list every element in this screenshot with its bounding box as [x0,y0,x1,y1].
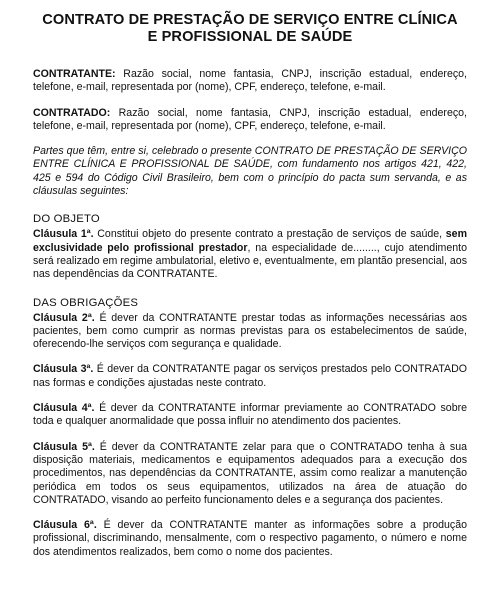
contratante-label: CONTRATANTE: [33,68,116,80]
clausula-1 [33,228,467,281]
clausula-2 [33,312,467,352]
section-heading-objeto: DO OBJETO [33,213,100,226]
contratado-text: Razão social, nome fantasia, CNPJ, inscrição estadual, endereço, telefone, e-mail, representada por (nome), CPF, endereço, telefone, e-mail. [33,106,467,132]
clausula-3 [33,363,467,390]
clausula-1-text-c: , na especialidade de........, cujo atendimento será realizado em regime ambulatorial, eletivo e, eventualmente, em plantão presencial, aos nas dependências da CONTRATANTE. [33,241,467,281]
clausula-5-label: Cláusula 5ª. [33,440,95,453]
clausula-6-text: É dever da CONTRATANTE manter as informações sobre a produção profissional, discriminando, mensalmente, com o respectivo pagamento, o número e nome dos atendimentos realizados, bem como o nome dos pacientes. [33,519,468,558]
clausula-2-label: Cláusula 2ª. [33,311,95,324]
clausula-2-text: É dever da CONTRATANTE prestar todas as informações necessárias aos pacientes, bem como cumprir as normas previstas para os estabelecimentos de saúde, oferecendo-lhe serviços com segurança e qualidade. [33,311,468,351]
clausula-5 [33,441,467,507]
clausula-4 [33,402,467,429]
contratado-label: CONTRATADO: [33,106,111,119]
intro-paragraph: Partes que têm, entre si, celebrado o presente CONTRATO DE PRESTAÇÃO DE SERVIÇO ENTRE CLÍNICA E PROFISSIONAL DE SAÚDE, com fundamento nos artigos 421, 422, 425 e 594 do Código Civil Brasileiro, bem com o princípio do pacta sum servanda, e as cláusulas seguintes: [33,145,467,198]
contratante-text: Razão social, nome fantasia, CNPJ, inscrição estadual, endereço, telefone, e-mail, representada por (nome), CPF, endereço, telefone, e-mail. [33,68,467,94]
clausula-1-text-a: Constitui objeto do presente contrato a prestação de serviços de saúde, [93,228,446,241]
clausula-1-label: Cláusula 1ª. [33,228,94,241]
clausula-6-label: Cláusula 6ª. [33,519,97,532]
clausula-5-text: É dever da CONTRATANTE zelar para que o CONTRATADO tenha à sua disposição materiais, medicamentos e equipamentos adequados para a execução dos procedimentos, nas dependências da CONTRATANTE, assim como realizar a manutenção periódica em todos os seus equipamentos, utilizados na área de atuação do CONTRATADO, visando ao perfeito funcionamento deles e a segurança dos pacientes. [33,440,467,506]
document-title [33,12,467,46]
contratante-paragraph [33,68,467,95]
clausula-3-label: Cláusula 3ª. [33,363,94,376]
section-heading-obrigacoes: DAS OBRIGAÇÕES [33,296,139,309]
clausula-3-text: É dever da CONTRATANTE pagar os serviços prestados pelo CONTRATADO nas formas e condições ajustadas neste contrato. [33,363,467,389]
clausula-1-bold: sem exclusividade pelo profissional prestador [33,228,467,254]
title-line-2: E PROFISSIONAL DE SAÚDE [147,29,353,45]
clausula-6 [33,519,467,559]
clausula-4-label: Cláusula 4ª. [33,402,95,415]
contratado-paragraph [33,107,467,134]
clausula-4-text: É dever da CONTRATANTE informar previamente ao CONTRATADO sobre toda e qualquer anormalidade que possa influir no atendimento dos pacientes. [33,402,467,428]
title-line-1: CONTRATO DE PRESTAÇÃO DE SERVIÇO ENTRE CLÍNICA [42,12,458,28]
